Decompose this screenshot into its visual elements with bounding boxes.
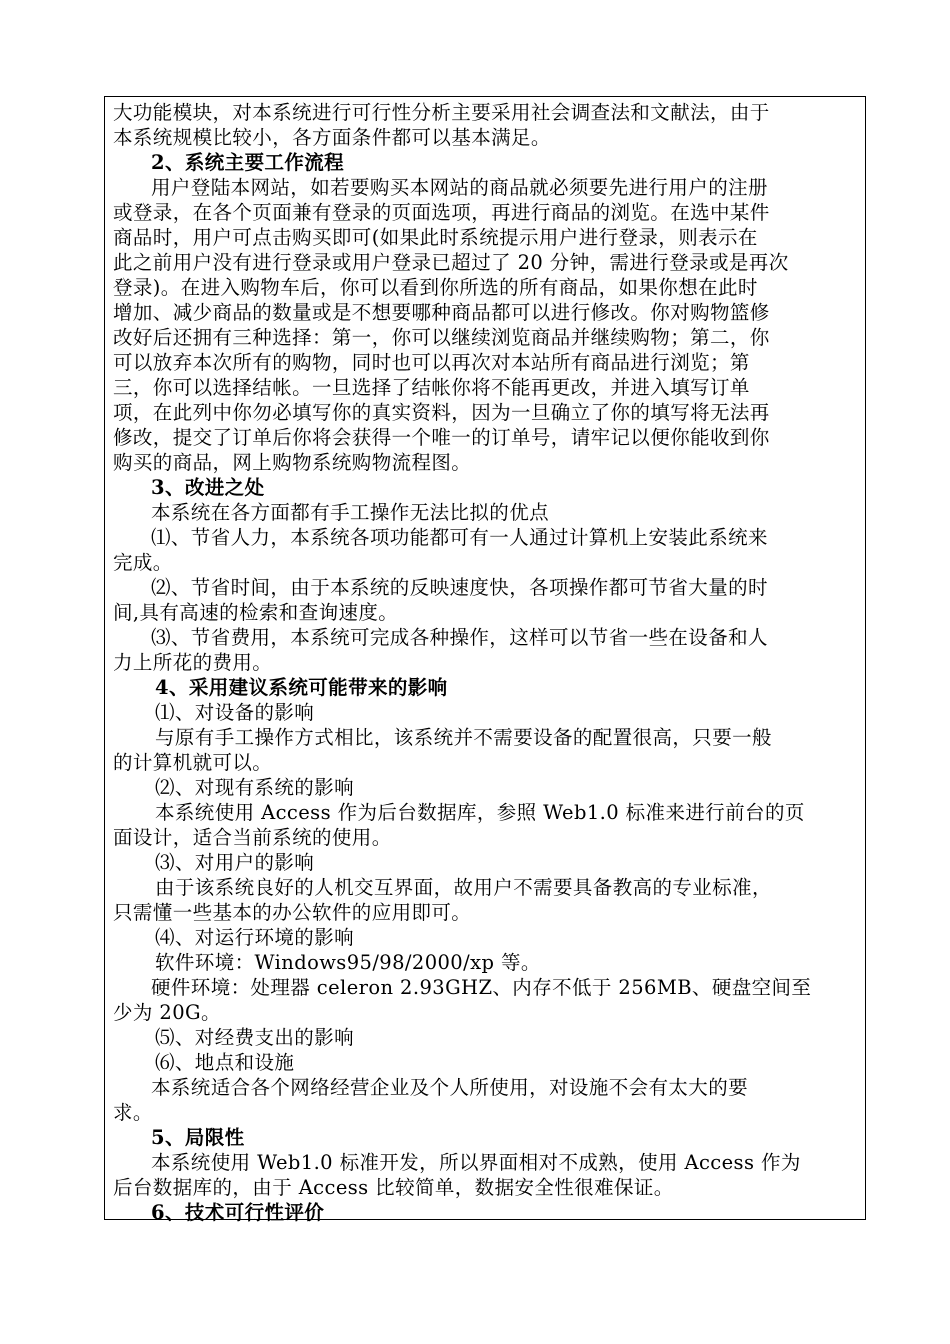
paragraph-line: ⑵、对现有系统的影响 xyxy=(155,776,355,799)
paragraph-line: 只需懂一些基本的办公软件的应用即可。 xyxy=(113,901,472,924)
paragraph-line: ⑷、对运行环境的影响 xyxy=(155,926,355,949)
paragraph-line: ⑴、对设备的影响 xyxy=(155,701,315,724)
paragraph-line: 此之前用户没有进行登录或用户登录已超过了 20 分钟，需进行登录或是再次 xyxy=(113,251,789,274)
paragraph-line: 面设计，适合当前系统的使用。 xyxy=(113,826,392,849)
paragraph-line: 用户登陆本网站，如若要购买本网站的商品就必须要先进行用户的注册 xyxy=(151,176,768,199)
paragraph-line: 的计算机就可以。 xyxy=(113,751,273,774)
paragraph-line: ⑹、地点和设施 xyxy=(155,1051,295,1074)
paragraph-line: 或登录，在各个页面兼有登录的页面选项，再进行商品的浏览。在选中某件 xyxy=(113,201,770,224)
paragraph-line: 项，在此列中你勿必填写你的真实资料，因为一旦确立了你的填写将无法再 xyxy=(113,401,770,424)
paragraph-line: 少为 20G。 xyxy=(113,1001,221,1024)
paragraph-line: 本系统适合各个网络经营企业及个人所使用，对设施不会有太大的要 xyxy=(151,1076,749,1099)
paragraph-line: 硬件环境：处理器 celeron 2.93GHZ、内存不低于 256MB、硬盘空间至 xyxy=(151,976,812,999)
section-heading: 5、局限性 xyxy=(151,1126,245,1149)
paragraph-line: 大功能模块，对本系统进行可行性分析主要采用社会调查法和文献法，由于 xyxy=(113,101,770,124)
paragraph-line: 购买的商品，网上购物系统购物流程图。 xyxy=(113,451,472,474)
paragraph-line: 可以放弃本次所有的购物，同时也可以再次对本站所有商品进行浏览；第 xyxy=(113,351,750,374)
paragraph-line: 三，你可以选择结帐。一旦选择了结帐你将不能再更改，并进入填写订单 xyxy=(113,376,750,399)
paragraph-line: 本系统在各方面都有手工操作无法比拟的优点 xyxy=(151,501,550,524)
paragraph-line: 软件环境：Windows95/98/2000/xp 等。 xyxy=(155,951,541,974)
paragraph-line: 本系统使用 Access 作为后台数据库，参照 Web1.0 标准来进行前台的页 xyxy=(155,801,805,824)
paragraph-line: 本系统规模比较小，各方面条件都可以基本满足。 xyxy=(113,126,551,149)
paragraph-line: ⑶、对用户的影响 xyxy=(155,851,315,874)
section-heading: 6、技术可行性评价 xyxy=(151,1201,325,1224)
paragraph-line: 登录)。在进入购物车后，你可以看到你所选的所有商品，如果你想在此时 xyxy=(113,276,758,299)
section-heading: 4、采用建议系统可能带来的影响 xyxy=(155,676,448,699)
paragraph-line: 增加、减少商品的数量或是不想要哪种商品都可以进行修改。你对购物篮修 xyxy=(113,301,770,324)
paragraph-line: ⑵、节省时间，由于本系统的反映速度快，各项操作都可节省大量的时 xyxy=(151,576,768,599)
paragraph-line: 力上所花的费用。 xyxy=(113,651,273,674)
paragraph-line: 间,具有高速的检索和查询速度。 xyxy=(113,601,399,624)
document-body xyxy=(113,100,859,1225)
paragraph-line: 后台数据库的，由于 Access 比较简单，数据安全性很难保证。 xyxy=(113,1176,674,1199)
paragraph-line: ⑸、对经费支出的影响 xyxy=(155,1026,355,1049)
paragraph-line: 由于该系统良好的人机交互界面，故用户不需要具备教高的专业标准， xyxy=(155,876,772,899)
paragraph-line: 改好后还拥有三种选择：第一，你可以继续浏览商品并继续购物；第二，你 xyxy=(113,326,770,349)
paragraph-line: 与原有手工操作方式相比，该系统并不需要设备的配置很高，只要一般 xyxy=(155,726,772,749)
paragraph-line: 本系统使用 Web1.0 标准开发，所以界面相对不成熟，使用 Access 作为 xyxy=(151,1151,801,1174)
paragraph-line: 商品时，用户可点击购买即可(如果此时系统提示用户进行登录，则表示在 xyxy=(113,226,758,249)
paragraph-line: 修改，提交了订单后你将会获得一个唯一的订单号，请牢记以便你能收到你 xyxy=(113,426,770,449)
section-heading: 2、系统主要工作流程 xyxy=(151,151,345,174)
section-heading: 3、改进之处 xyxy=(151,476,265,499)
paragraph-line: 完成。 xyxy=(113,551,173,574)
paragraph-line: 求。 xyxy=(113,1101,153,1124)
paragraph-line: ⑴、节省人力，本系统各项功能都可有一人通过计算机上安装此系统来 xyxy=(151,526,768,549)
paragraph-line: ⑶、节省费用，本系统可完成各种操作，这样可以节省一些在设备和人 xyxy=(151,626,768,649)
